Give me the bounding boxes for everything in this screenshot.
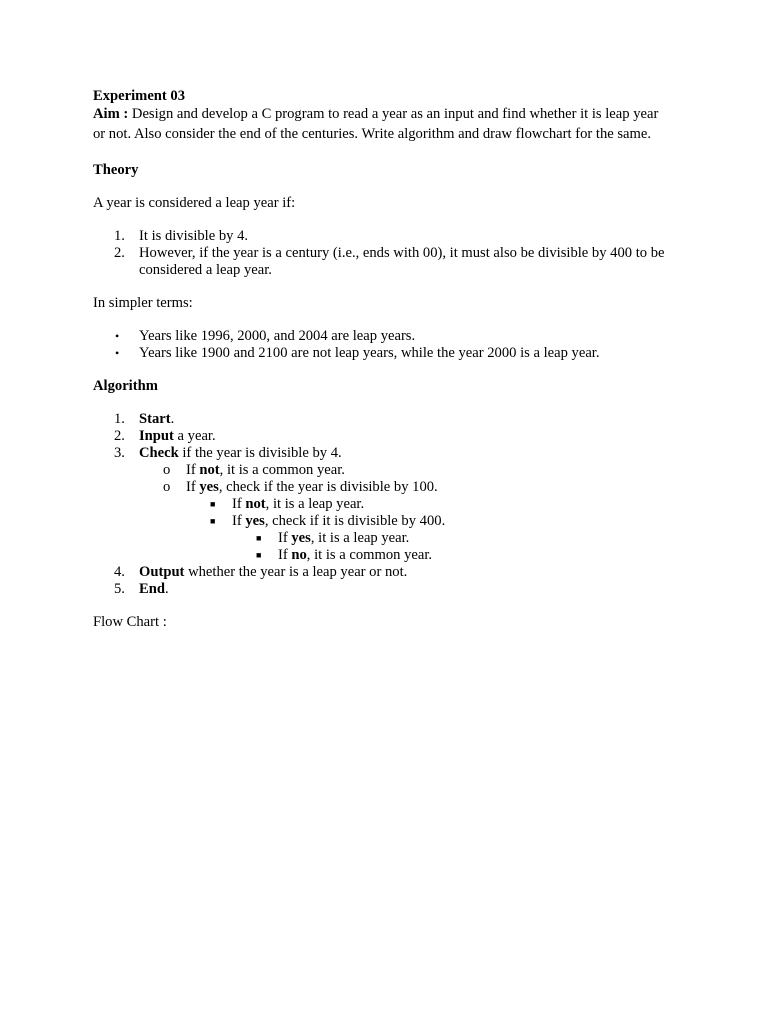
list-item-text: It is divisible by 4.	[139, 228, 249, 244]
algorithm-heading: Algorithm	[93, 378, 158, 394]
square-bullet-marker: ■	[210, 499, 216, 509]
algorithm-step	[93, 564, 673, 581]
algorithm-step	[93, 581, 673, 598]
list-number: 3.	[114, 445, 125, 461]
level4-keyword: no	[291, 547, 307, 563]
step-keyword: Start	[139, 411, 171, 427]
list-number: 1.	[114, 228, 125, 244]
sub-bullet-marker: o	[163, 479, 171, 495]
list-number: 4.	[114, 564, 125, 580]
step-rest: .	[164, 581, 169, 597]
algorithm-subsubstep	[93, 513, 673, 530]
subsubstep-rest: , it is a leap year.	[265, 496, 365, 512]
aim-label: Aim :	[93, 106, 129, 122]
list-number: 2.	[114, 245, 125, 261]
document-content	[93, 88, 673, 631]
step-keyword: Check	[139, 445, 179, 461]
list-item-text: Years like 1900 and 2100 are not leap years, while the year 2000 is a leap year.	[139, 345, 600, 361]
step-text	[93, 564, 673, 581]
experiment-title: Experiment 03	[93, 88, 186, 104]
subsubstep-text	[93, 496, 673, 513]
step-rest: a year.	[173, 428, 216, 444]
square-bullet-marker: ■	[256, 550, 262, 560]
step-rest: whether the year is a leap year or not.	[184, 564, 408, 580]
simpler-item	[93, 328, 673, 345]
step-rest: .	[170, 411, 175, 427]
square-bullet-marker: ■	[210, 516, 216, 526]
bullet-marker: •	[115, 329, 120, 343]
step-keyword: Input	[139, 428, 174, 444]
step-text	[93, 581, 673, 598]
theory-item	[93, 245, 673, 279]
theory-heading: Theory	[93, 162, 139, 178]
algorithm-substep	[93, 462, 673, 479]
sub-bullet-marker: o	[163, 462, 171, 478]
level4-text	[93, 530, 673, 547]
subsubstep-keyword: not	[245, 496, 266, 512]
substep-pre: If	[186, 479, 200, 495]
bullet-marker: •	[115, 346, 120, 360]
algorithm-step	[93, 445, 673, 462]
algorithm-subsubstep	[93, 496, 673, 513]
simpler-intro: In simpler terms:	[93, 295, 193, 311]
level4-keyword: yes	[291, 530, 311, 546]
list-item-text: However, if the year is a century (i.e., ends with 00), it must also be divisible by 400 to be considered a leap year.	[139, 245, 665, 278]
substep-rest: , it is a common year.	[219, 462, 345, 478]
substep-pre: If	[186, 462, 200, 478]
simpler-item	[93, 345, 673, 362]
level4-rest: , it is a leap year.	[310, 530, 410, 546]
list-item-text: Years like 1996, 2000, and 2004 are leap years.	[139, 328, 416, 344]
subsubstep-rest: , check if it is divisible by 400.	[264, 513, 446, 529]
substep-keyword: not	[199, 462, 220, 478]
level4-rest: , it is a common year.	[306, 547, 433, 563]
aim-text: Design and develop a C program to read a year as an input and find whether it is leap year or not. Also consider the end of the centuries. Write algorithm and draw flowchart for the same.	[93, 106, 659, 142]
level4-pre: If	[278, 530, 292, 546]
step-rest: if the year is divisible by 4.	[178, 445, 342, 461]
subsubstep-pre: If	[232, 513, 246, 529]
substep-text	[93, 462, 673, 479]
list-number: 5.	[114, 581, 125, 597]
level4-pre: If	[278, 547, 292, 563]
theory-intro: A year is considered a leap year if:	[93, 195, 296, 211]
step-text	[93, 428, 673, 445]
flowchart-label: Flow Chart :	[93, 614, 167, 630]
step-text	[93, 445, 673, 462]
step-keyword: End	[139, 581, 165, 597]
algorithm-substep	[93, 479, 673, 496]
aim-paragraph	[93, 105, 673, 144]
algorithm-step	[93, 411, 673, 428]
algorithm-level4-step	[93, 530, 673, 547]
step-text	[93, 411, 673, 428]
substep-keyword: yes	[199, 479, 219, 495]
level4-text	[93, 547, 673, 564]
algorithm-step	[93, 428, 673, 445]
subsubstep-keyword: yes	[245, 513, 265, 529]
theory-item	[93, 228, 673, 245]
substep-text	[93, 479, 673, 496]
algorithm-level4-step	[93, 547, 673, 564]
substep-rest: , check if the year is divisible by 100.	[218, 479, 438, 495]
subsubstep-text	[93, 513, 673, 530]
list-number: 1.	[114, 411, 125, 427]
square-bullet-marker: ■	[256, 533, 262, 543]
list-number: 2.	[114, 428, 125, 444]
step-keyword: Output	[139, 564, 185, 580]
subsubstep-pre: If	[232, 496, 246, 512]
